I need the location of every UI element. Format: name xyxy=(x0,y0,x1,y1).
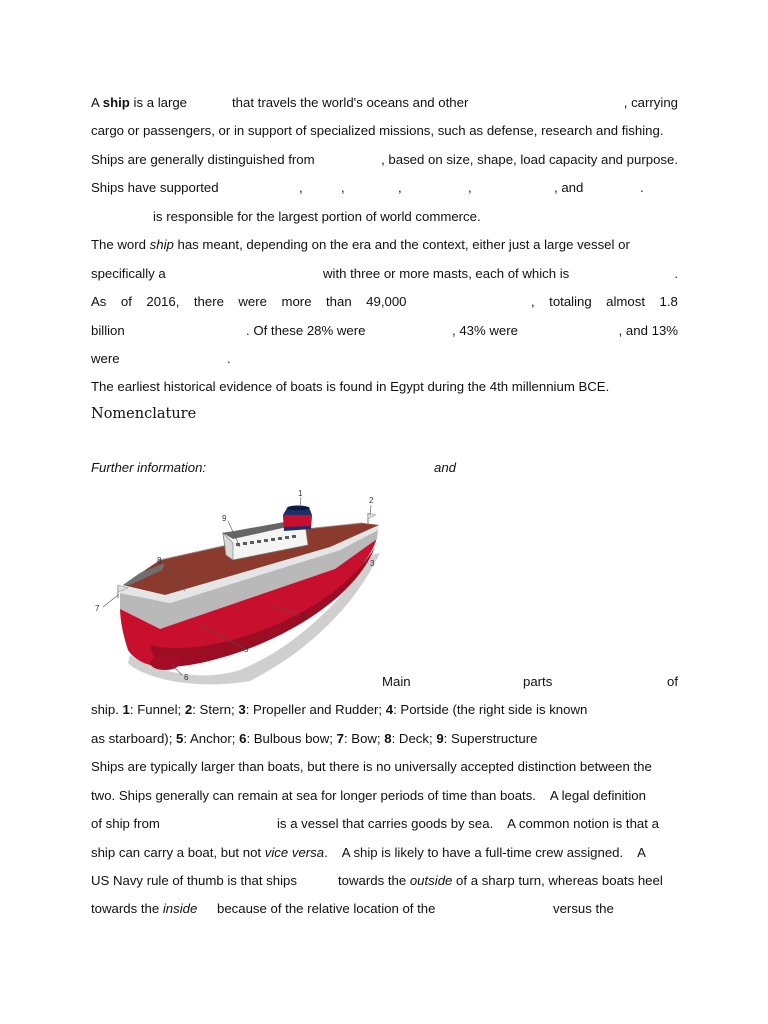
ship-term: ship xyxy=(102,95,130,110)
callout-3: 3 xyxy=(370,559,375,568)
ship-diagram xyxy=(90,485,390,685)
p1-line5: is responsible for the largest portion of world commerce. xyxy=(153,209,481,224)
callout-8: 8 xyxy=(157,556,162,565)
p2-line4: billion . Of these 28% were , 43% were , and 13% xyxy=(91,323,678,338)
caption-line3: as starboard); 5: Anchor; 6: Bulbous bow; 7: Bow; 8: Deck; 9: Superstructure xyxy=(91,731,538,746)
callout-5: 5 xyxy=(244,645,249,654)
stern-flag xyxy=(368,513,376,525)
p1-line1: A ship is a large that travels the world's oceans and other , carrying xyxy=(91,95,678,110)
callout-4: 4 xyxy=(301,612,306,621)
p2-line3: As of 2016, there were more than 49,000 , totaling almost 1.8 xyxy=(91,294,678,309)
p4-line3: of ship from is a vessel that carries goods by sea. A common notion is that a xyxy=(91,816,659,831)
p4-line5: US Navy rule of thumb is that ships towards the outside of a sharp turn, whereas boats heel xyxy=(91,873,663,888)
callout-1: 1 xyxy=(298,489,303,498)
p1-line3: Ships are generally distinguished from , based on size, shape, load capacity and purpose. xyxy=(91,152,678,167)
caption-line1: Main parts of xyxy=(382,674,678,689)
p2-line5: were . xyxy=(91,351,231,366)
ship-word-italic: ship xyxy=(149,237,174,252)
p4-line1: Ships are typically larger than boats, but there is no universally accepted distinction between the xyxy=(91,759,652,774)
callout-6: 6 xyxy=(184,673,189,682)
p3-line1: The earliest historical evidence of boats is found in Egypt during the 4th millennium BCE. xyxy=(91,379,610,394)
p1-line4: Ships have supported , , , , , and . xyxy=(91,180,644,195)
further-information: Further information: and xyxy=(91,460,457,475)
p2-line1: The word ship has meant, depending on the era and the context, either just a large vessel or xyxy=(91,237,630,252)
callout-9: 9 xyxy=(222,514,227,523)
p1-line2: cargo or passengers, or in support of specialized missions, such as defense, research and fishing. xyxy=(91,123,664,138)
p2-line2: specifically a with three or more masts, each of which is . xyxy=(91,266,678,281)
funnel-red-band xyxy=(283,515,312,527)
p4-line2: two. Ships generally can remain at sea for longer periods of time than boats. A legal definition xyxy=(91,788,646,803)
callout-7: 7 xyxy=(95,604,100,613)
p4-line6: towards the inside because of the relative location of the versus the xyxy=(91,901,614,916)
section-heading-nomenclature: Nomenclature xyxy=(91,406,197,422)
caption-line2: ship. 1: Funnel; 2: Stern; 3: Propeller and Rudder; 4: Portside (the right side is known xyxy=(91,702,588,717)
callout-2: 2 xyxy=(369,496,374,505)
p4-line4: ship can carry a boat, but not vice versa. A ship is likely to have a full-time crew assigned. A xyxy=(91,845,646,860)
funnel-top xyxy=(287,506,309,511)
bulbous-bow xyxy=(150,656,180,670)
